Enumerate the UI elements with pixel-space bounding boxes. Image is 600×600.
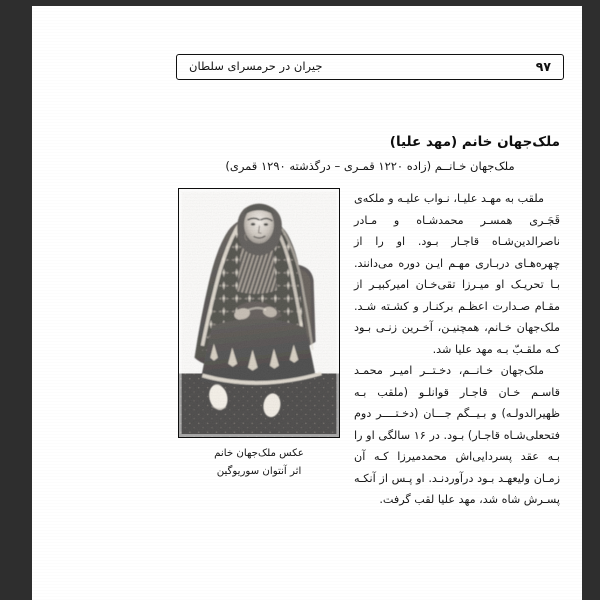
body-paragraph-2: ملک‌جهان خـانــم، دخـتــر امیـر محمـد قاسـم خـان قاجـار قوانلـو (ملقب بـه ظهیرالدولـه) و بـیــگم جـــان (دخـتــــر دوم فتحعلی‌شـاه قاجـار) بـود. در ۱۶ سالگی او را بـه عقد پسردایی‌اش محمدمیرزا کـه آن زمـان ولیعهـد بـود درآوردنـد. او پـس از آنکـه پسـرش شاه شد، مهد علیا لقب گرفت.: [354, 364, 560, 506]
running-header: [176, 54, 564, 80]
figure-caption: [178, 438, 340, 481]
page-sheet: [32, 6, 582, 600]
figure-caption-line-1: عکس ملک‌جهان خانم: [214, 448, 304, 459]
figure-caption-line-2: اثر آنتوان سوریوگین: [216, 465, 302, 477]
section-subtitle-dates: ملک‌جهان خـانــم (زاده ۱۲۲۰ قمـری – درگذشته ۱۲۹۰ قمری): [225, 159, 515, 173]
figure-frame: [178, 188, 340, 438]
page-number: ۹۷: [535, 58, 551, 74]
figure-block: [176, 188, 340, 481]
body-text-region: [176, 188, 560, 588]
section-heading: ملک‌جهان خانم (مهد علیا): [389, 134, 560, 151]
body-paragraph-1: ملقب به مهـد علیـا، نـواب علیـه و ملکه‌ی قَجَـری همسـر محمدشـاه و مـادر ناصرالدین‌شـاه قاجـار بـود. او را از چهره‌هـای دربـاری مهـم ایـن دوره می‌دانند. بـا تحریـک او میـرزا تقی‌خـان امیرکبیـر از مقـام صـدارت اعظـم برکنـار و کشـته شـد. ملک‌جهان خـانم، همچنیـن، آخـرین زنـی بـود کـه ملقـبّ بـه مهد علیا شد.: [354, 192, 560, 356]
running-title: جیران در حرمسرای سلطان: [189, 59, 323, 74]
portrait-photograph: [179, 189, 339, 437]
